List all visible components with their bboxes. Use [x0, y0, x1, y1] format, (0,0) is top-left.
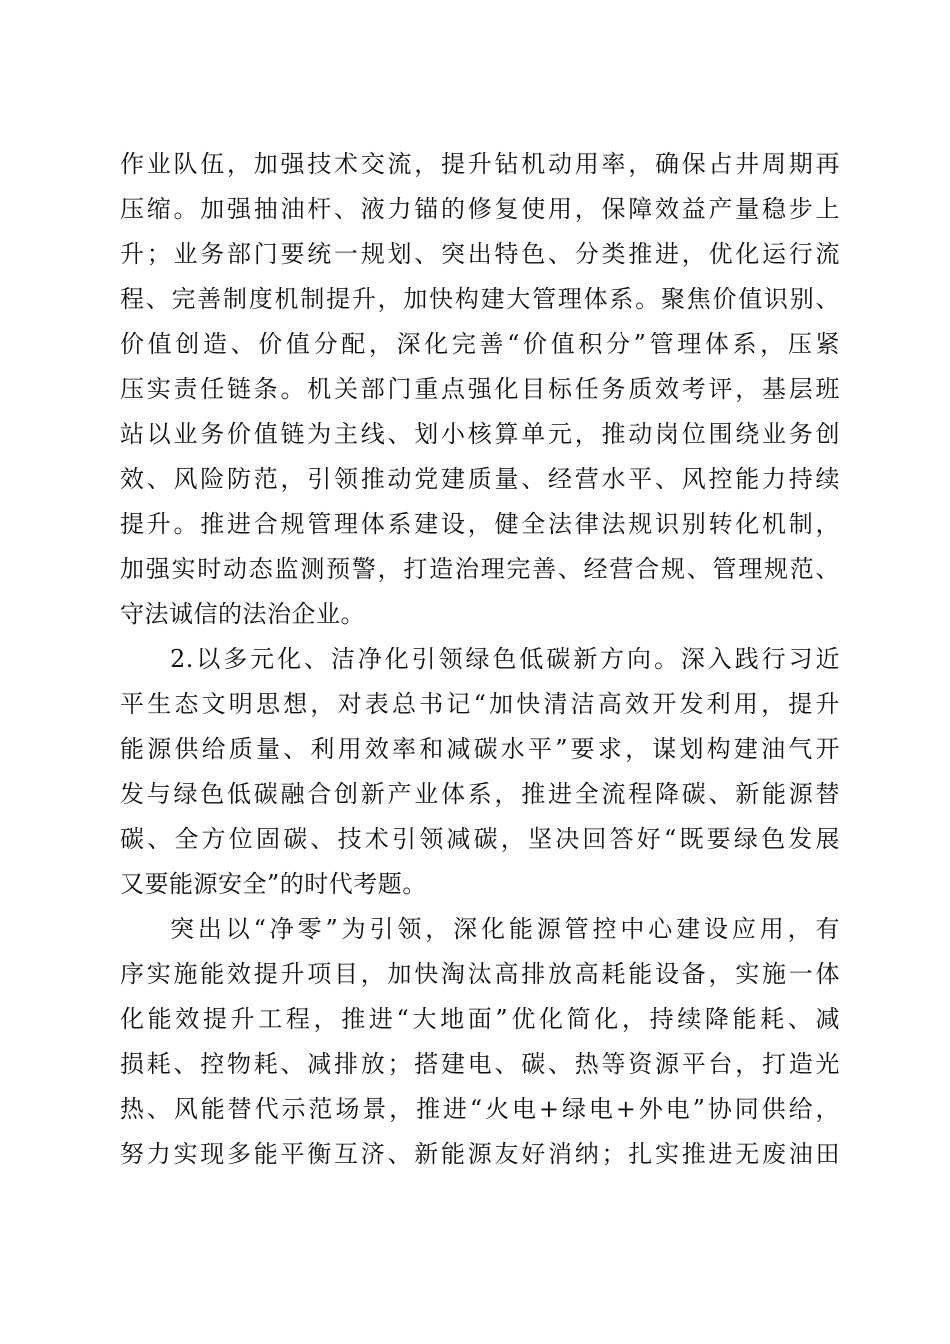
- body-line-22: 热、风能替代示范场景，推进“火电+绿电+外电”协同供给，: [120, 1095, 840, 1123]
- body-line-11: 守法诚信的法治企业。: [120, 600, 365, 628]
- body-line-6: 压实责任链条。机关部门重点强化目标任务质效考评，基层班: [120, 375, 840, 403]
- document-body: [120, 142, 840, 1177]
- body-line-21: 损耗、控物耗、减排放；搭建电、碳、热等资源平台，打造光: [120, 1050, 840, 1078]
- paragraph-start-line: 突出以“净零”为引领，深化能源管控中心建设应用，有: [170, 915, 840, 943]
- body-line-23: 努力实现多能平衡互济、新能源友好消纳；扎实推进无废油田: [120, 1140, 840, 1168]
- body-line-17: 又要能源安全”的时代考题。: [120, 870, 427, 898]
- body-line-20: 化能效提升工程，推进“大地面”优化简化，持续降能耗、减: [120, 1005, 840, 1033]
- body-line-16: 碳、全方位固碳、技术引领减碳，坚决回答好“既要绿色发展: [120, 825, 840, 853]
- section-heading-line: 2.以多元化、洁净化引领绿色低碳新方向。深入践行习近: [170, 645, 840, 673]
- body-line-5: 价值创造、价值分配，深化完善“价值积分”管理体系，压紧: [120, 330, 840, 358]
- body-line-7: 站以业务价值链为主线、划小核算单元，推动岗位围绕业务创: [120, 420, 840, 448]
- body-line-19: 序实施能效提升项目，加快淘汰高排放高耗能设备，实施一体: [120, 960, 840, 988]
- body-line-1: 作业队伍，加强技术交流，提升钻机动用率，确保占井周期再: [120, 150, 840, 178]
- body-line-13: 平生态文明思想，对表总书记“加快清洁高效开发利用，提升: [120, 690, 840, 718]
- body-line-10: 加强实时动态监测预警，打造治理完善、经营合规、管理规范、: [120, 555, 840, 583]
- body-line-15: 发与绿色低碳融合创新产业体系，推进全流程降碳、新能源替: [120, 780, 840, 808]
- body-line-14: 能源供给质量、利用效率和减碳水平”要求，谋划构建油气开: [120, 735, 840, 763]
- body-line-4: 程、完善制度机制提升，加快构建大管理体系。聚焦价值识别、: [120, 285, 840, 313]
- body-line-2: 压缩。加强抽油杆、液力锚的修复使用，保障效益产量稳步上: [120, 195, 840, 223]
- body-line-9: 提升。推进合规管理体系建设，健全法律法规识别转化机制，: [120, 510, 840, 538]
- body-line-8: 效、风险防范，引领推动党建质量、经营水平、风控能力持续: [120, 465, 840, 493]
- body-line-3: 升；业务部门要统一规划、突出特色、分类推进，优化运行流: [120, 240, 840, 268]
